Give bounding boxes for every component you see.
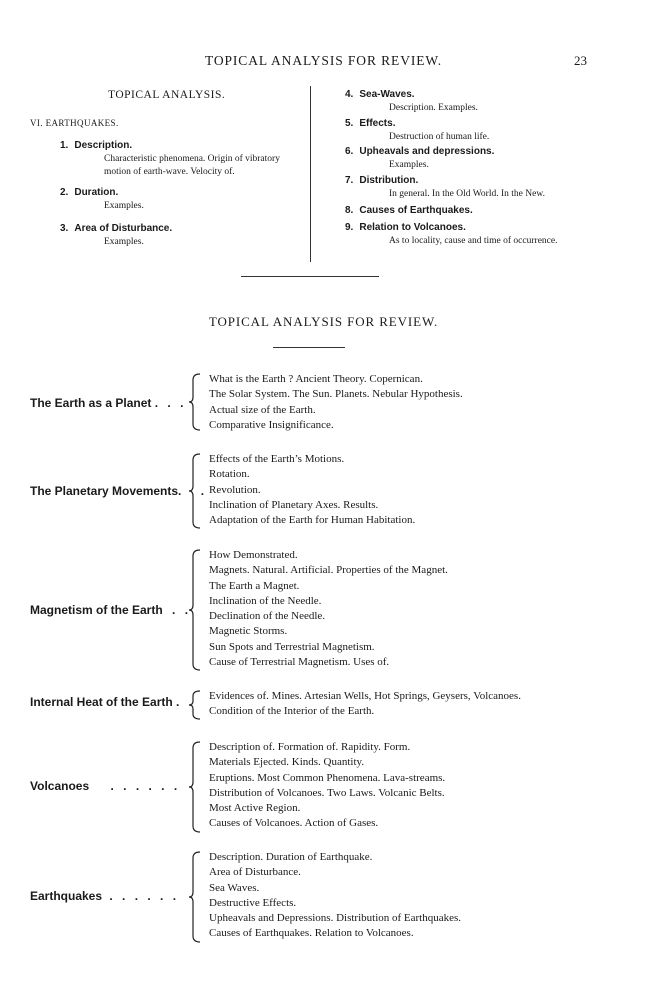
brace-planetary-movements xyxy=(188,452,204,530)
section-rule xyxy=(241,276,379,277)
lines-volcanoes: Description of. Formation of. Rapidity. Form. Materials Ejected. Kinds. Quantity. Eruptions. Most Common Phenomena. Lava-streams. Distribution of Volcanoes. Two Laws. Volcanic Belts. Most Active Region. Causes of Volcanoes. Action of Gases. xyxy=(209,741,446,830)
brace-earth-as-planet xyxy=(188,372,204,432)
topic-volcanoes: Volcanoes . . . . . . xyxy=(30,779,181,793)
lines-internal-heat: Evidences of. Mines. Artesian Wells, Hot Springs, Geysers, Volcanoes. Condition of the Interior of the Earth. xyxy=(209,690,521,718)
lines-planetary-movements: Effects of the Earth’s Motions. Rotation. Revolution. Inclination of Planetary Axes. Results. Adaptation of the Earth for Human Habitation. xyxy=(209,453,416,527)
lower-title: TOPICAL ANALYSIS FOR REVIEW. xyxy=(208,314,439,329)
title-rule xyxy=(273,347,345,348)
brace-magnetism xyxy=(188,548,204,672)
topic-earthquakes: Earthquakes . . . . . . xyxy=(30,889,180,903)
lines-earthquakes: Description. Duration of Earthquake. Area of Disturbance. Sea Waves. Destructive Effects. Upheavals and Depressions. Distribution of Earthquakes. Causes of Earthquakes. Relation to Volcanoes. xyxy=(209,851,462,940)
upper-item-3: 3. Area of Disturbance. Examples. xyxy=(60,223,173,247)
brace-internal-heat xyxy=(188,689,204,721)
brace-volcanoes xyxy=(188,740,204,834)
upper-item-8: 8. Causes of Earthquakes. xyxy=(345,205,473,216)
topic-magnetism: Magnetism of the Earth . . xyxy=(30,603,192,617)
upper-item-7: 7. Distribution. In general. In the Old World. In the New. xyxy=(345,175,545,199)
upper-item-2: 2. Duration. Examples. xyxy=(60,187,144,211)
lines-magnetism: How Demonstrated. Magnets. Natural. Artificial. Properties of the Magnet. The Earth a Magnet. Inclination of the Needle. Declination of the Needle. Magnetic Storms. Sun Spots and Terrestrial Magnetism. Cause of Terrestrial Magnetism. Uses of. xyxy=(209,549,448,669)
upper-item-6: 6. Upheavals and depressions. Examples. xyxy=(345,146,495,170)
upper-item-1: 1. Description. Characteristic phenomena. Origin of vibratory motion of earth-wave. Velocity of. xyxy=(60,140,280,177)
running-title: TOPICAL ANALYSIS FOR REVIEW. xyxy=(204,53,443,68)
page-number: 23 xyxy=(574,53,587,68)
upper-heading: VI. EARTHQUAKES. xyxy=(30,118,119,128)
upper-item-4: 4. Sea-Waves. Description. Examples. xyxy=(345,89,478,113)
topic-earth-as-planet: The Earth as a Planet . . . xyxy=(30,396,187,410)
upper-title: TOPICAL ANALYSIS. xyxy=(108,89,226,101)
upper-item-9: 9. Relation to Volcanoes. As to locality, cause and time of occurrence. xyxy=(345,222,558,246)
column-divider xyxy=(310,86,311,262)
topic-planetary-movements: The Planetary Movements. . xyxy=(30,484,208,498)
topic-internal-heat: Internal Heat of the Earth . xyxy=(30,695,183,709)
upper-item-5: 5. Effects. Destruction of human life. xyxy=(345,118,490,142)
lines-earth-as-planet: What is the Earth ? Ancient Theory. Copernican. The Solar System. The Sun. Planets. Nebular Hypothesis. Actual size of the Earth. Comparative Insignificance. xyxy=(209,373,463,431)
brace-earthquakes xyxy=(188,850,204,944)
